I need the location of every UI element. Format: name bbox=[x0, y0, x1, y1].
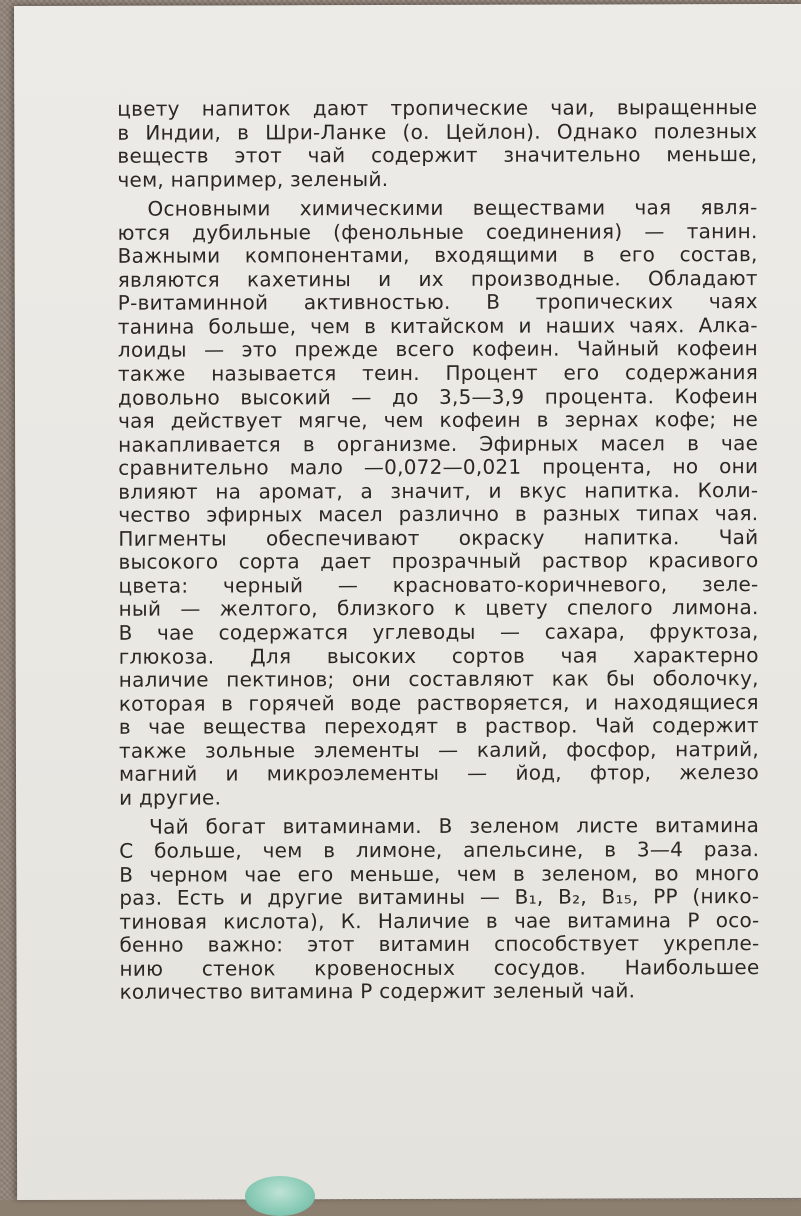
text-line: высокого сорта дает прозрачный раствор красивого bbox=[118, 548, 759, 575]
book-page bbox=[14, 4, 801, 1200]
text-line: танина больше, чем в китайском и наших чаях. Алка- bbox=[117, 312, 758, 339]
text-line: Основными химическими веществами чая явля- bbox=[147, 195, 758, 221]
text-line: магний и микроэлементы — йод, фтор, железо bbox=[118, 760, 760, 787]
text-line: чество эфирных масел различно в разных типах чая. bbox=[118, 501, 759, 528]
page-text bbox=[117, 96, 759, 1004]
text-line: Важными компонентами, входящими в его состав, bbox=[117, 242, 758, 269]
text-line: цвету напиток дают тропические чаи, выращенные bbox=[117, 95, 758, 121]
text-line: глюкоза. Для высоких сортов чая характерно bbox=[118, 642, 759, 669]
green-object bbox=[245, 1176, 315, 1216]
text-line: Чай богат витаминами. В зеленом листе витамина bbox=[149, 813, 760, 840]
text-line: раз. Есть и другие витамины — B₁, B₂, B₁₅, PP (нико- bbox=[119, 884, 760, 910]
text-line: наличие пектинов; они составляют как бы оболочку, bbox=[118, 666, 759, 692]
text-line: веществ этот чай содержит значительно меньше, bbox=[117, 142, 758, 168]
text-line: влияют на аромат, а значит, и вкус напитка. Коли- bbox=[118, 477, 759, 504]
text-line: сравнительно мало —0,072—0,021 процента, но они bbox=[118, 454, 759, 480]
text-line: количество витамина Р содержит зеленый чай. bbox=[119, 978, 636, 1004]
text-line: чем, например, зеленый. bbox=[117, 166, 389, 192]
text-line: являются кахетины и их производные. Обладают bbox=[117, 265, 758, 292]
text-line: лоиды — это прежде всего кофеин. Чайный кофеин bbox=[117, 336, 758, 363]
text-line: также называется теин. Процент его содержания bbox=[117, 360, 758, 386]
text-line: накапливается в организме. Эфирных масел в чае bbox=[118, 430, 759, 457]
text-line: Р-витаминной активностью. В тропических чаях bbox=[117, 289, 758, 316]
text-line: бенно важно: этот витамин способствует укрепле- bbox=[119, 931, 760, 957]
paragraph-2 bbox=[118, 196, 760, 810]
text-line: в чае вещества переходят в раствор. Чай содержит bbox=[118, 713, 759, 739]
text-line: довольно высокий — до 3,5—3,9 процента. Кофеин bbox=[117, 383, 759, 410]
text-line: В чае содержатся углеводы — сахара, фруктоза, bbox=[118, 619, 759, 645]
text-line: тиновая кислота), К. Наличие в чае витамина Р осо- bbox=[119, 907, 760, 934]
paragraph-3 bbox=[119, 814, 759, 1004]
text-line: Пигменты обеспечивают окраску напитка. Чай bbox=[118, 524, 759, 551]
text-line: в Индии, в Шри-Ланке (о. Цейлон). Однако полезных bbox=[117, 118, 758, 145]
text-line: также зольные элементы — калий, фосфор, натрий, bbox=[118, 736, 759, 763]
text-line: ются дубильные (фенольные соединения) — танин. bbox=[117, 218, 758, 245]
text-line: которая в горячей воде растворяется, и находящиеся bbox=[118, 689, 759, 716]
text-line: и другие. bbox=[119, 785, 222, 810]
text-line: чая действует мягче, чем кофеин в зернах кофе; не bbox=[118, 407, 759, 433]
text-line: В черном чае его меньше, чем в зеленом, во много bbox=[119, 860, 760, 887]
text-line: нию стенок кровеносных сосудов. Наибольшее bbox=[119, 954, 760, 981]
text-line: ный — желтого, близкого к цвету спелого лимона. bbox=[118, 595, 759, 622]
text-line: цвета: черный — красновато-коричневого, зеле- bbox=[118, 571, 759, 598]
text-line: С больше, чем в лимоне, апельсине, в 3—4 раза. bbox=[119, 837, 760, 863]
paragraph-1 bbox=[117, 96, 757, 192]
